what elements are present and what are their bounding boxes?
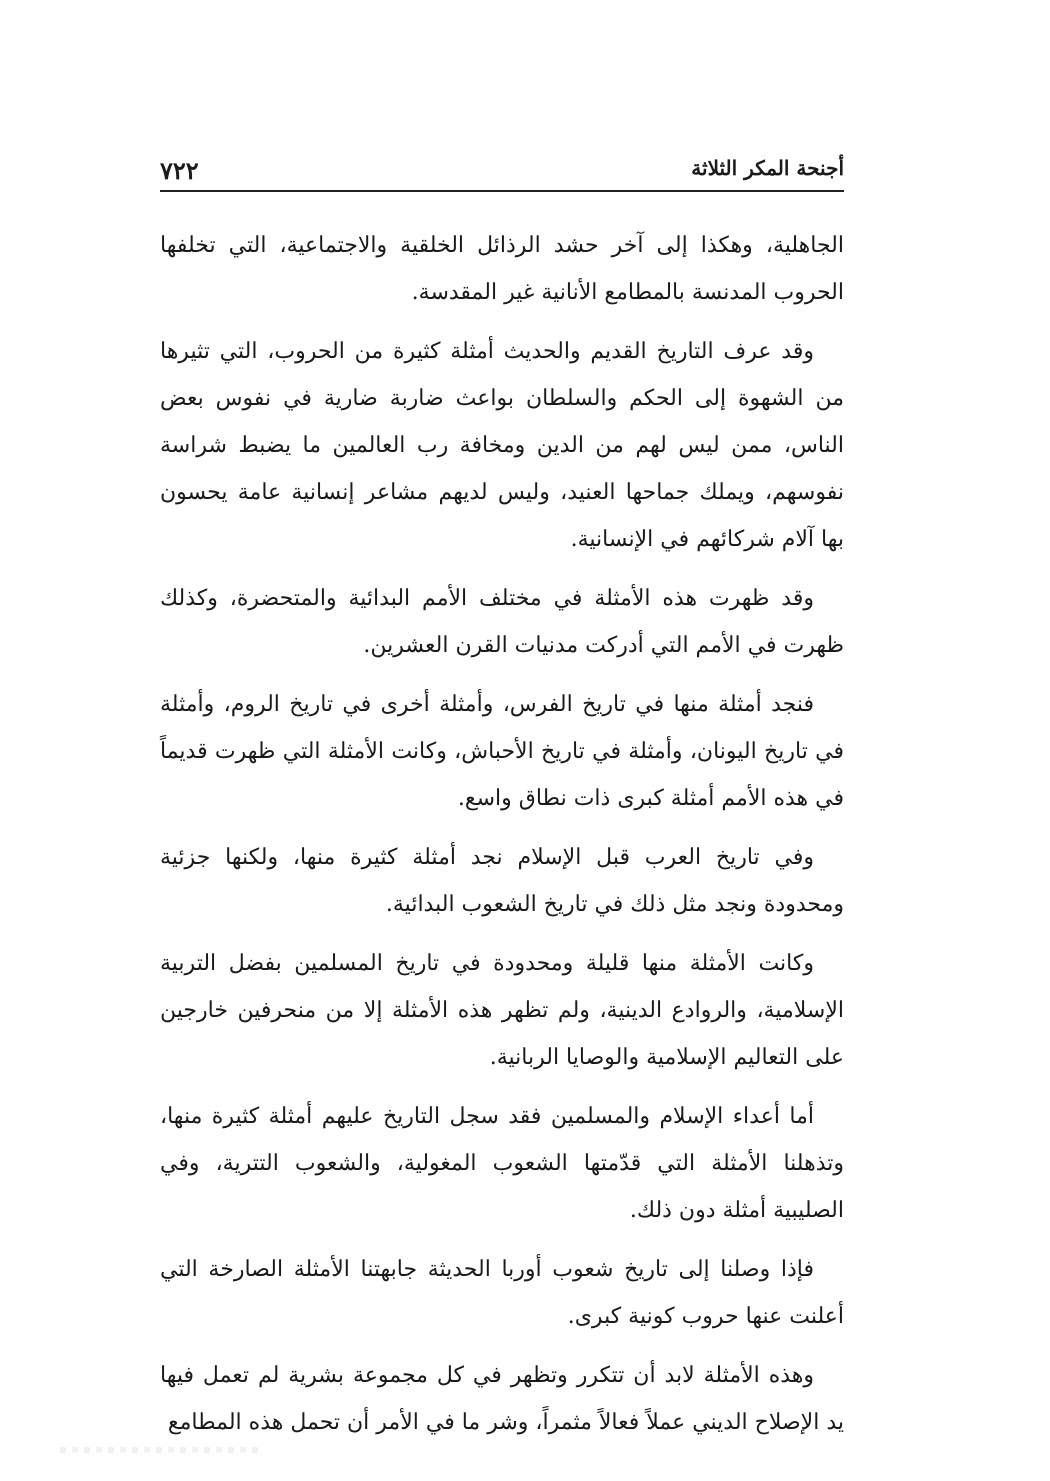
paragraph: وكانت الأمثلة منها قليلة ومحدودة في تاريخ المسلمين بفضل التربية الإسلامية، والروادع الدينية، ولم تظهر هذه الأمثلة إلا من منحرفين خارجين على التعاليم الإسلامية والوصايا الربانية. [160, 951, 844, 1070]
paragraph: فنجد أمثلة منها في تاريخ الفرس، وأمثلة أخرى في تاريخ الروم، وأمثلة في تاريخ اليونان، وأمثلة في تاريخ الأحباش، وكانت الأمثلة التي ظهرت قديماً في هذه الأمم أمثلة كبرى ذات نطاق واسع. [160, 692, 844, 811]
body-text [160, 222, 844, 1458]
paragraph: فإذا وصلنا إلى تاريخ شعوب أوربا الحديثة جابهتنا الأمثلة الصارخة التي أعلنت عنها حروب كونية كبرى. [160, 1257, 844, 1329]
paragraph: وقد ظهرت هذه الأمثلة في مختلف الأمم البدائية والمتحضرة، وكذلك ظهرت في الأمم التي أدركت مدنيات القرن العشرين. [160, 586, 844, 658]
scan-artifact [60, 1447, 260, 1453]
paragraph: أما أعداء الإسلام والمسلمين فقد سجل التاريخ عليهم أمثلة كثيرة منها، وتذهلنا الأمثلة التي قدّمتها الشعوب المغولية، والشعوب التترية، وفي الصليبية أمثلة دون ذلك. [160, 1104, 844, 1223]
page-number: ٧٢٢ [160, 156, 199, 185]
paragraph: وقد عرف التاريخ القديم والحديث أمثلة كثيرة من الحروب، التي تثيرها من الشهوة إلى الحكم والسلطان بواعث ضاربة ضارية في نفوس بعض الناس، ممن ليس لهم من الدين ومخافة رب العالمين ما يضبط شراسة نفوسهم، ويملك جماحها العنيد، وليس لديهم مشاعر إنسانية عامة يحسون بها آلام شركائهم في الإنسانية. [160, 339, 844, 552]
running-header [160, 150, 844, 186]
header-rule [160, 190, 844, 192]
paragraph: وهذه الأمثلة لابد أن تتكرر وتظهر في كل مجموعة بشرية لم تعمل فيها يد الإصلاح الديني عملاً فعالاً مثمراً، وشر ما في الأمر أن تحمل هذه المطامع [160, 1363, 844, 1435]
paragraph: وفي تاريخ العرب قبل الإسلام نجد أمثلة كثيرة منها، ولكنها جزئية ومحدودة ونجد مثل ذلك في تاريخ الشعوب البدائية. [160, 845, 844, 917]
paragraph: الجاهلية، وهكذا إلى آخر حشد الرذائل الخلقية والاجتماعية، التي تخلفها الحروب المدنسة بالمطامع الأنانية غير المقدسة. [160, 233, 844, 305]
book-title: أجنحة المكر الثلاثة [691, 156, 844, 180]
